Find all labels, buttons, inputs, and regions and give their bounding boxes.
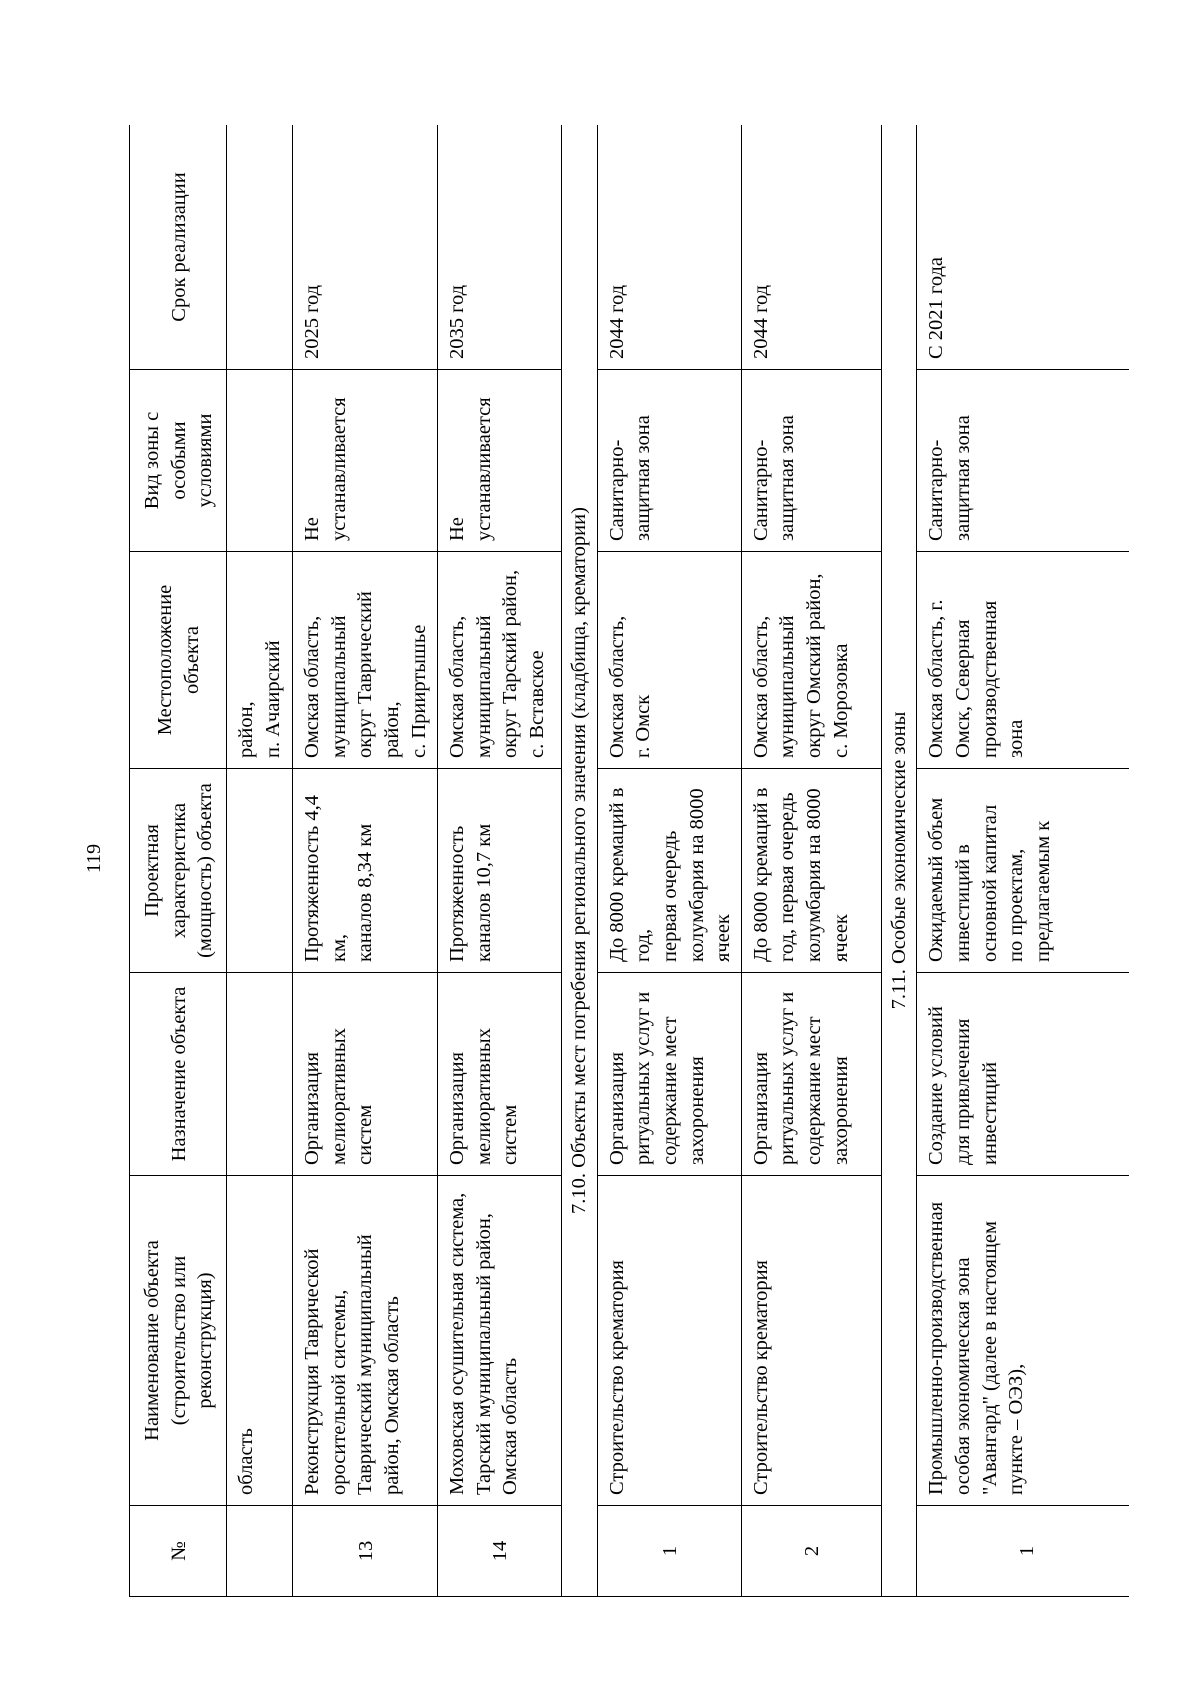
cell-location: Омская область, г. Омск, Северная производственная зона bbox=[917, 552, 1129, 769]
cell-num: 2 bbox=[741, 1506, 881, 1597]
table-header-row bbox=[130, 125, 227, 1597]
cell-term: 2044 год bbox=[741, 125, 881, 370]
header-zone: Вид зоны с особыми условиями bbox=[130, 370, 227, 552]
table-row bbox=[597, 125, 741, 1597]
cell-location: Омская область, г. Омск bbox=[597, 552, 741, 769]
cell-capacity: Ожидаемый объем инвестиций в основной капитал по проектам, предлагаемым к bbox=[917, 769, 1129, 973]
cell-term: 2044 год bbox=[597, 125, 741, 370]
cell-num: 14 bbox=[438, 1506, 562, 1597]
cell-name: Реконструкция Таврической оросительной системы, Таврический муниципальный район, Омская область bbox=[293, 1176, 438, 1506]
table-row bbox=[741, 125, 881, 1597]
section-heading: 7.11. Особые экономические зоны bbox=[881, 125, 917, 1597]
cell-capacity: До 8000 кремаций в год, первая очередь колумбария на 8000 ячеек bbox=[597, 769, 741, 973]
cell-name: Строительство крематория bbox=[741, 1176, 881, 1506]
cell-purpose: Организация мелиоративных систем bbox=[438, 973, 562, 1176]
cell-zone: Санитарно-защитная зона bbox=[597, 370, 741, 552]
cell-term: С 2021 года bbox=[917, 125, 1129, 370]
cell-capacity: Протяженность 4,4 км, каналов 8,34 км bbox=[293, 769, 438, 973]
cell-zone: Не устанавливается bbox=[438, 370, 562, 552]
cell-zone bbox=[227, 370, 293, 552]
cell-term bbox=[227, 125, 293, 370]
cell-location: Омская область, муниципальный округ Таврический район, с. Прииртышье bbox=[293, 552, 438, 769]
cell-num: 1 bbox=[597, 1506, 741, 1597]
section-heading: 7.10. Объекты мест погребения регионального значения (кладбища, крематории) bbox=[562, 125, 598, 1597]
cell-term: 2025 год bbox=[293, 125, 438, 370]
section-row-7-10 bbox=[562, 125, 598, 1597]
cell-num bbox=[227, 1506, 293, 1597]
cell-term: 2035 год bbox=[438, 125, 562, 370]
cell-zone: Санитарно-защитная зона bbox=[741, 370, 881, 552]
cell-capacity bbox=[227, 769, 293, 973]
page-number-text: 119 bbox=[83, 843, 106, 873]
table-row bbox=[438, 125, 562, 1597]
table-row bbox=[293, 125, 438, 1597]
cell-zone: Санитарно-защитная зона bbox=[917, 370, 1129, 552]
table-container bbox=[129, 125, 1129, 1597]
header-num: № bbox=[130, 1506, 227, 1597]
page-number bbox=[82, 838, 108, 878]
cell-num: 13 bbox=[293, 1506, 438, 1597]
objects-table bbox=[129, 125, 1129, 1597]
cell-purpose: Организация мелиоративных систем bbox=[293, 973, 438, 1176]
cell-capacity: До 8000 кремаций в год, первая очередь колумбария на 8000 ячеек bbox=[741, 769, 881, 973]
table-row bbox=[917, 125, 1129, 1597]
cell-location: район, п. Ачаирский bbox=[227, 552, 293, 769]
cell-purpose: Организация ритуальных услуг и содержание мест захоронения bbox=[741, 973, 881, 1176]
cell-location: Омская область, муниципальный округ Омский район, с. Морозовка bbox=[741, 552, 881, 769]
cell-location: Омская область, муниципальный округ Тарский район, с. Вставское bbox=[438, 552, 562, 769]
table-row-continuation bbox=[227, 125, 293, 1597]
section-row-7-11 bbox=[881, 125, 917, 1597]
header-location: Местоположение объекта bbox=[130, 552, 227, 769]
cell-capacity: Протяженность каналов 10,7 км bbox=[438, 769, 562, 973]
header-term: Срок реализации bbox=[130, 125, 227, 370]
header-name: Наименование объекта (строительство или реконструкция) bbox=[130, 1176, 227, 1506]
cell-purpose: Организация ритуальных услуг и содержание мест захоронения bbox=[597, 973, 741, 1176]
header-purpose: Назначение объекта bbox=[130, 973, 227, 1176]
cell-zone: Не устанавливается bbox=[293, 370, 438, 552]
cell-name: Промышленно-производственная особая экономическая зона "Авангард" (далее в настоящем пункте – ОЭЗ), bbox=[917, 1176, 1129, 1506]
header-capacity: Проектная характеристика (мощность) объекта bbox=[130, 769, 227, 973]
cell-purpose bbox=[227, 973, 293, 1176]
cell-name: область bbox=[227, 1176, 293, 1506]
cell-name: Моховская осушительная система, Тарский муниципальный район, Омская область bbox=[438, 1176, 562, 1506]
cell-name: Строительство крематория bbox=[597, 1176, 741, 1506]
rotated-table-frame bbox=[129, 125, 1129, 1597]
cell-purpose: Создание условий для привлечения инвестиций bbox=[917, 973, 1129, 1176]
cell-num: 1 bbox=[917, 1506, 1129, 1597]
